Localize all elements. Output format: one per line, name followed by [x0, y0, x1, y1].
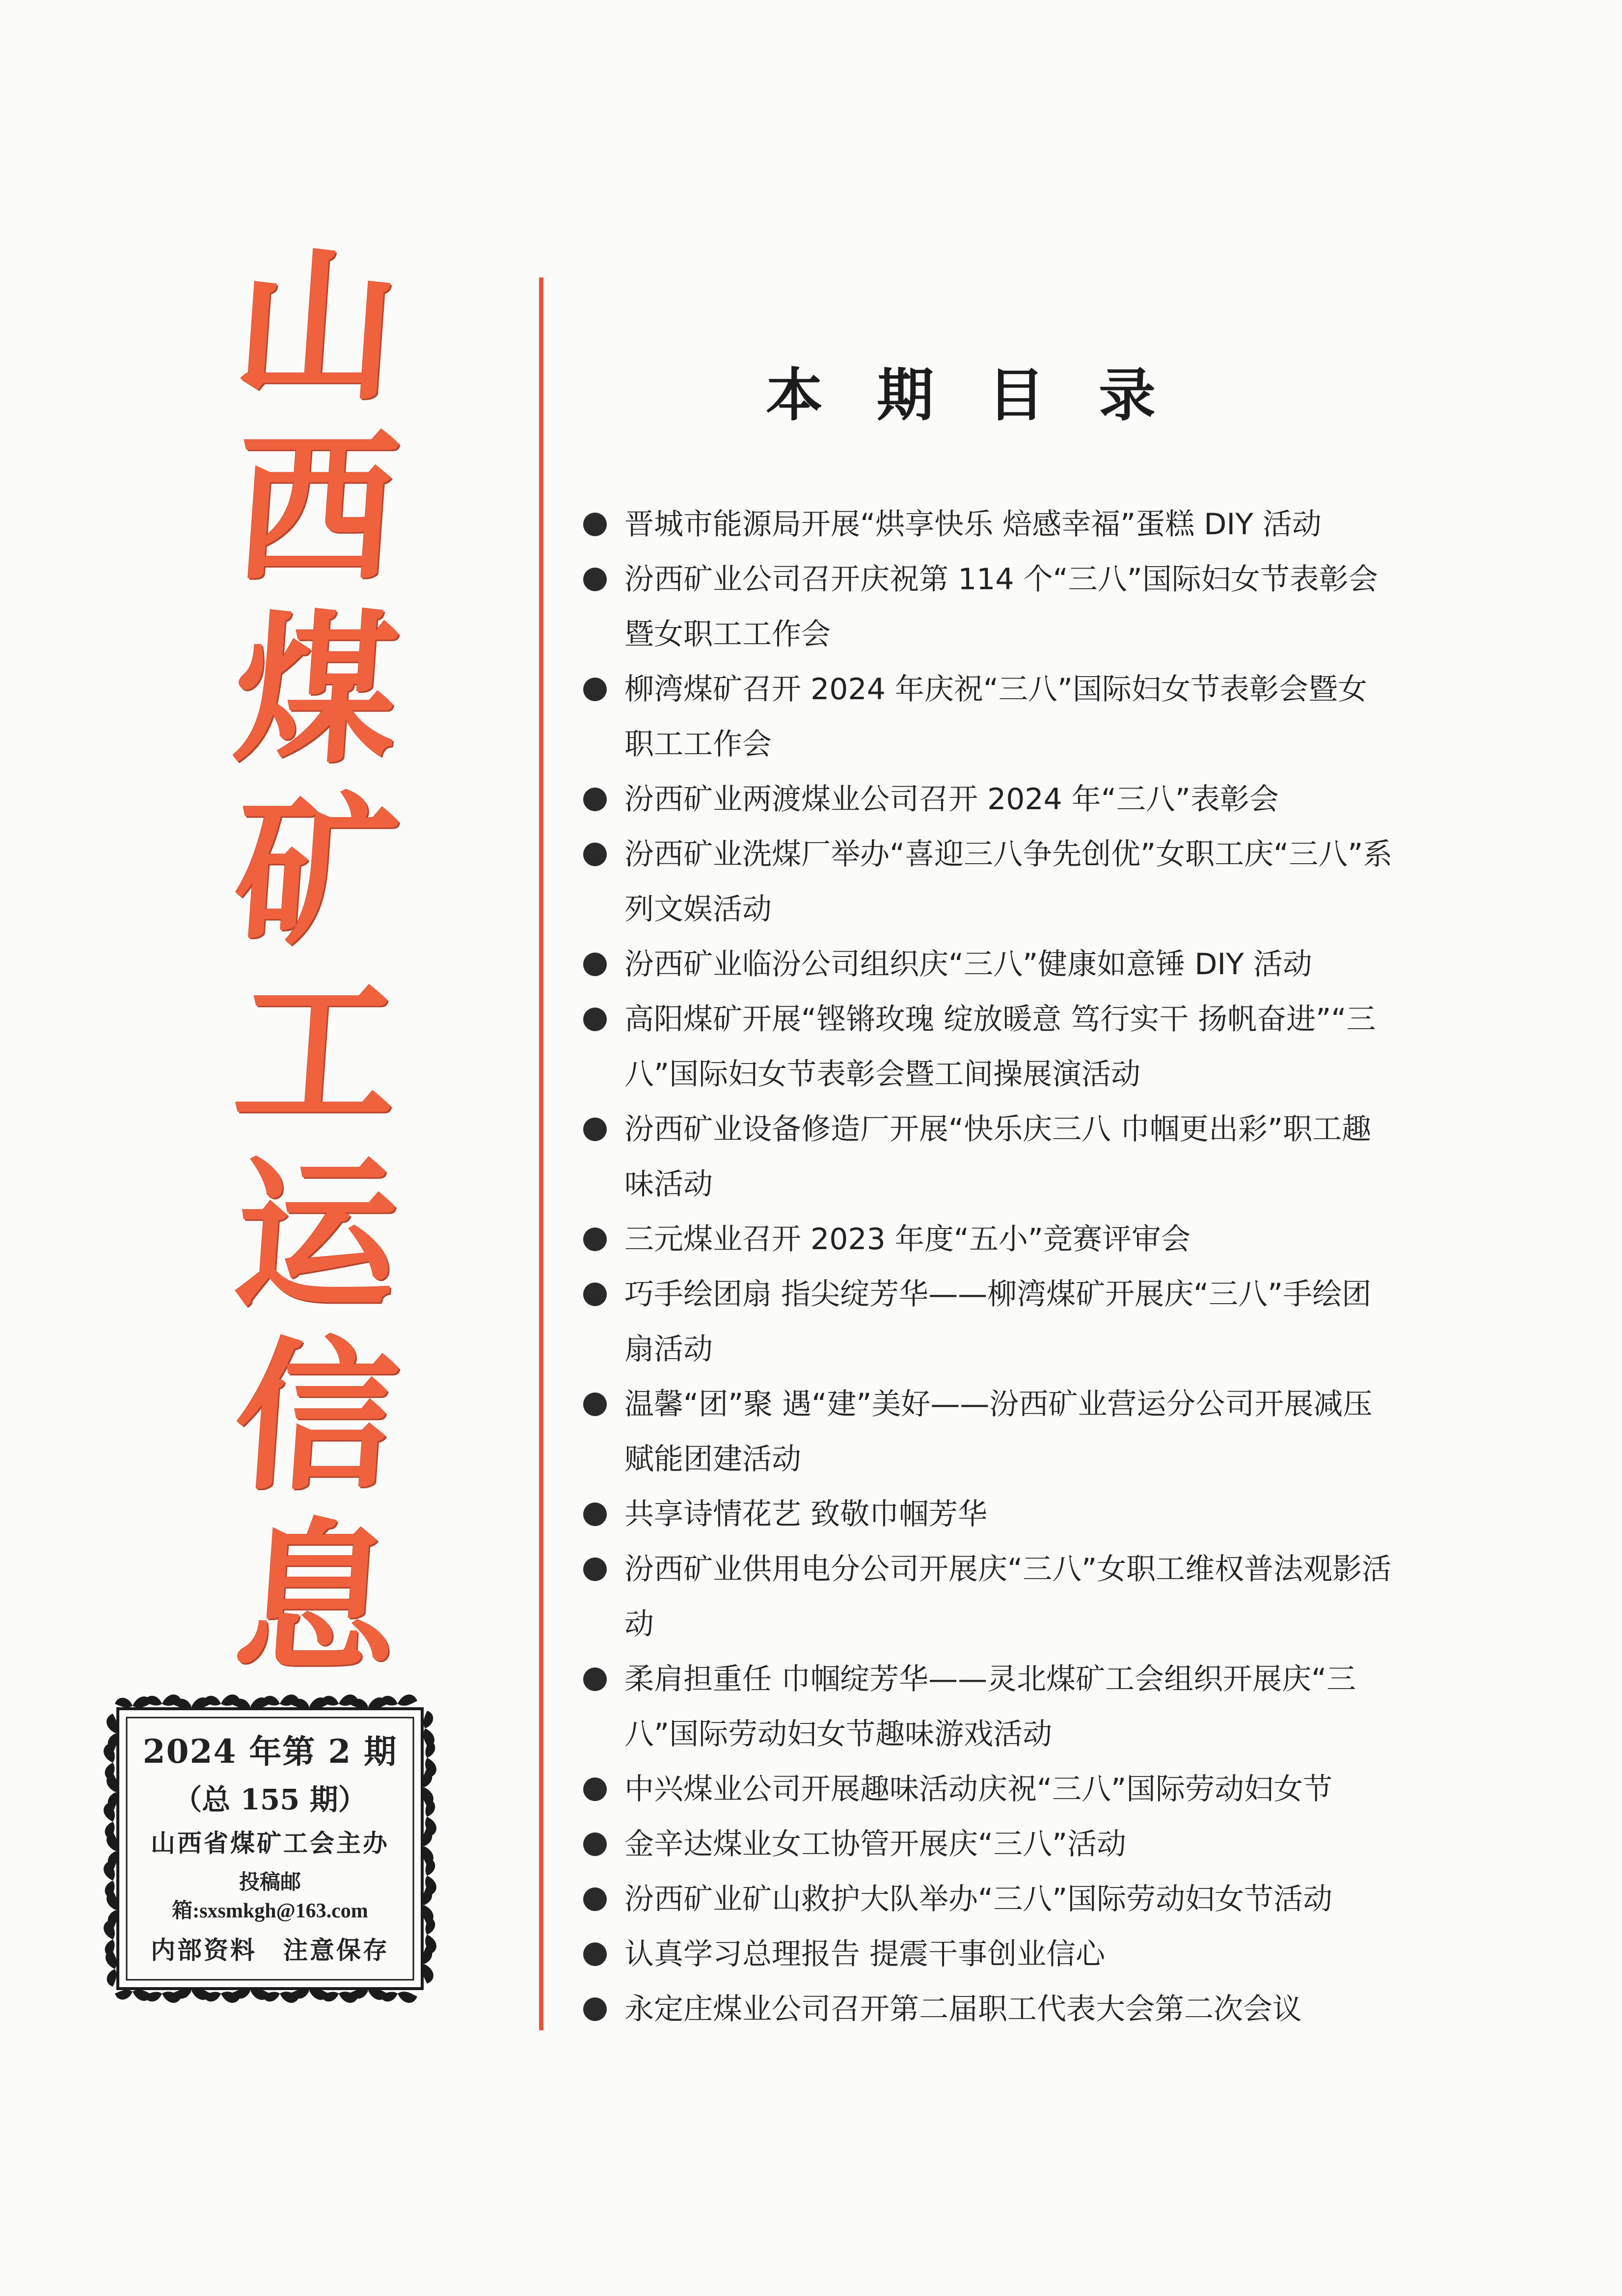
toc-item-text: 汾西矿业供用电分公司开展庆“三八”女职工维权普法观影活动	[624, 1552, 1392, 1641]
toc-item[interactable]	[569, 1102, 1394, 1212]
bullet-icon	[583, 1393, 607, 1416]
toc-item-text: 金辛达煤业女工协管开展庆“三八”活动	[624, 1827, 1127, 1861]
toc-item-text: 柔肩担重任 巾帼绽芳华——灵北煤矿工会组织开展庆“三八”国际劳动妇女节趣味游戏活动	[624, 1662, 1356, 1751]
masthead-char: 矿	[229, 776, 405, 967]
bullet-icon	[583, 568, 607, 591]
bullet-icon	[583, 1008, 607, 1031]
toc-item[interactable]	[569, 1652, 1394, 1762]
toc-item-text: 三元煤业召开 2023 年度“五小”竞赛评审会	[624, 1222, 1191, 1257]
toc-item[interactable]	[569, 992, 1394, 1102]
toc-item[interactable]	[569, 1817, 1394, 1872]
masthead-char: 山	[229, 231, 405, 422]
masthead-char: 信	[229, 1321, 405, 1512]
toc-item[interactable]	[569, 1267, 1394, 1377]
toc-item[interactable]	[569, 1542, 1394, 1652]
masthead-char: 工	[229, 958, 405, 1148]
bullet-icon	[583, 1667, 607, 1691]
issue-number: 2024 年第 2 期	[142, 1732, 398, 1771]
masthead-char: 煤	[229, 595, 405, 785]
toc-list	[569, 497, 1394, 2037]
bullet-icon	[583, 1942, 607, 1966]
issue-submission-email: 投稿邮箱:sxsmkgh@163.com	[172, 1871, 368, 1922]
bullet-icon	[583, 1832, 607, 1856]
toc-item-text: 汾西矿业矿山救护大队举办“三八”国际劳动妇女节活动	[624, 1882, 1333, 1916]
toc-item[interactable]	[569, 1762, 1394, 1817]
toc-item-text: 汾西矿业两渡煤业公司召开 2024 年“三八”表彰会	[624, 782, 1279, 817]
bullet-icon	[583, 513, 607, 536]
toc-item-text: 认真学习总理报告 提震干事创业信心	[624, 1937, 1106, 1971]
issue-notice: 内部资料 注意保存	[151, 1936, 389, 1965]
masthead-char: 运	[229, 1140, 405, 1330]
toc-item[interactable]	[569, 1927, 1394, 1982]
toc-item-text: 温馨“团”聚 遇“建”美好——汾西矿业营运分公司开展减压赋能团建活动	[624, 1387, 1373, 1476]
bullet-icon	[583, 1887, 607, 1911]
bullet-icon	[583, 788, 607, 811]
toc-item-text: 晋城市能源局开展“烘享快乐 焙感幸福”蛋糕 DIY 活动	[624, 507, 1322, 542]
bullet-icon	[583, 953, 607, 976]
issue-total-number: （总 155 期）	[173, 1783, 367, 1816]
bullet-icon	[583, 1283, 607, 1306]
toc-item[interactable]	[569, 937, 1394, 992]
issue-sponsor: 山西省煤矿工会主办	[151, 1829, 389, 1858]
vertical-divider	[539, 277, 543, 2030]
bullet-icon	[583, 1777, 607, 1801]
toc-item[interactable]	[569, 1982, 1394, 2037]
toc-item[interactable]	[569, 497, 1394, 552]
toc-item-text: 巧手绘团扇 指尖绽芳华——柳湾煤矿开展庆“三八”手绘团扇活动	[624, 1277, 1372, 1367]
masthead-char: 息	[229, 1503, 405, 1694]
toc-item-text: 汾西矿业临汾公司组织庆“三八”健康如意锤 DIY 活动	[624, 947, 1312, 982]
masthead-title	[211, 231, 422, 1694]
toc-item[interactable]	[569, 1377, 1394, 1487]
bullet-icon	[583, 1118, 607, 1141]
toc-item-text: 汾西矿业设备修造厂开展“快乐庆三八 巾帼更出彩”职工趣味活动	[624, 1112, 1372, 1202]
bullet-icon	[583, 1503, 607, 1526]
bullet-icon	[583, 1228, 607, 1251]
bullet-icon	[583, 1997, 607, 2021]
issue-info-box	[98, 1689, 442, 2008]
toc-item[interactable]	[569, 552, 1394, 662]
bullet-icon	[583, 1558, 607, 1581]
bullet-icon	[583, 843, 607, 866]
toc-item-text: 汾西矿业公司召开庆祝第 114 个“三八”国际妇女节表彰会暨女职工工作会	[624, 562, 1378, 652]
toc-item-text: 共享诗情花艺 致敬巾帼芳华	[624, 1497, 988, 1531]
toc-heading: 本期目录	[766, 362, 1210, 429]
toc-item[interactable]	[569, 662, 1394, 772]
bullet-icon	[583, 678, 607, 701]
toc-item[interactable]	[569, 827, 1394, 937]
toc-item-text: 高阳煤矿开展“铿锵玫瑰 绽放暖意 笃行实干 扬帆奋进”“三八”国际妇女节表彰会暨工间操展演活动	[624, 1002, 1376, 1092]
toc-item[interactable]	[569, 1487, 1394, 1542]
toc-item[interactable]	[569, 1872, 1394, 1927]
toc-item-text: 柳湾煤矿召开 2024 年庆祝“三八”国际妇女节表彰会暨女职工工作会	[624, 672, 1368, 762]
toc-item-text: 永定庄煤业公司召开第二届职工代表大会第二次会议	[624, 1992, 1302, 2026]
toc-item[interactable]	[569, 772, 1394, 827]
masthead-char: 西	[229, 413, 405, 603]
toc-item[interactable]	[569, 1212, 1394, 1267]
toc-item-text: 汾西矿业洗煤厂举办“喜迎三八争先创优”女职工庆“三八”系列文娱活动	[624, 837, 1393, 927]
toc-item-text: 中兴煤业公司开展趣味活动庆祝“三八”国际劳动妇女节	[624, 1772, 1333, 1806]
